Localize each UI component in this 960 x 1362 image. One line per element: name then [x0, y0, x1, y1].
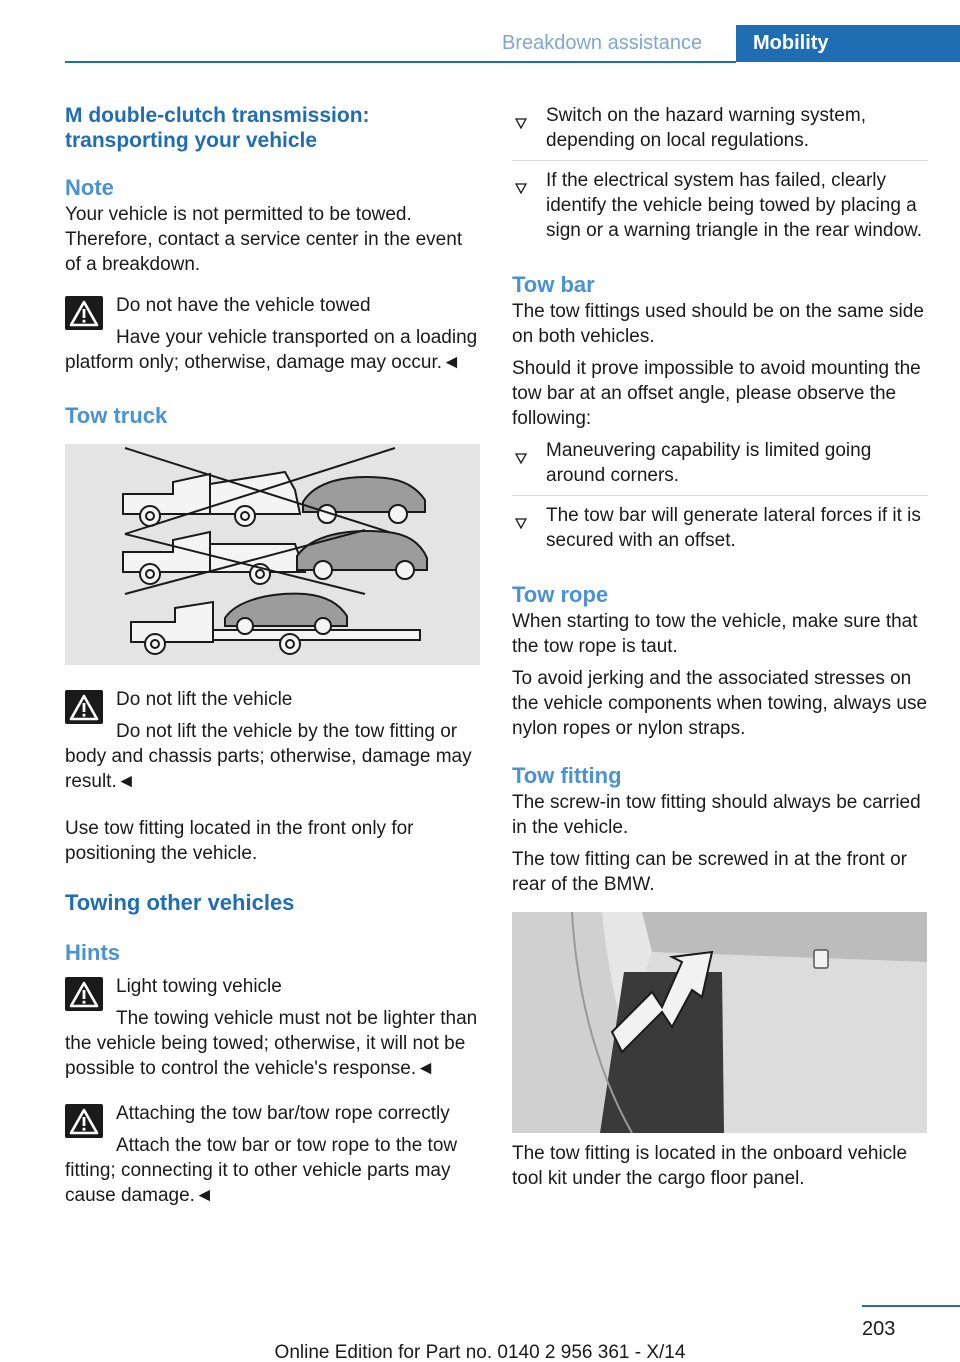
warning-block-light-vehicle — [65, 974, 481, 1081]
tow-fitting-text-1: The screw-in tow fitting should always be carried in the vehicle. — [512, 792, 921, 838]
warning-body: Attach the tow bar or tow rope to the tow fitting; connecting it to other vehicle parts may cause damage.◄ — [65, 1135, 458, 1206]
list-item-text: The tow bar will generate lateral forces if it is secured with an offset. — [546, 505, 921, 551]
header-chapter-tab: Mobility — [736, 25, 960, 62]
header-rule — [65, 61, 736, 63]
note-text: Your vehicle is not permitted to be towed. Therefore, contact a service center in the event of a breakdown. — [65, 204, 463, 275]
right-column — [512, 103, 928, 1198]
triangle-bullet-icon — [515, 176, 527, 201]
tow-fitting-heading: Tow fitting — [512, 763, 622, 788]
tow-fitting-text-3: The tow fitting is located in the onboard vehicle tool kit under the cargo floor panel. — [512, 1143, 908, 1189]
list-item — [512, 438, 928, 496]
page-header — [0, 0, 960, 62]
list-item — [512, 168, 928, 250]
warning-block-lift — [65, 687, 481, 794]
tow-fitting-front-text: Use tow fitting located in the front only for positioning the vehicle. — [65, 818, 414, 864]
triangle-bullet-icon — [515, 511, 527, 536]
header-section-title: Breakdown assistance — [502, 32, 703, 54]
left-column — [65, 103, 481, 1215]
warning-triangle-icon — [65, 296, 103, 330]
note-heading: Note — [65, 175, 114, 200]
edition-note: Online Edition for Part no. 0140 2 956 361 - X/14 — [274, 1342, 686, 1362]
triangle-bullet-icon — [515, 111, 527, 136]
warning-body: The towing vehicle must not be lighter than the vehicle being towed; otherwise, it will not be possible to control the vehicle's response.◄ — [65, 1008, 478, 1079]
warning-block-towed — [65, 293, 481, 375]
tow-rope-text-1: When starting to tow the vehicle, make sure that the tow rope is taut. — [512, 611, 918, 657]
list-item-text: If the electrical system has failed, clearly identify the vehicle being towed by placing a sign or a warning triangle in the rear window. — [546, 170, 922, 241]
tow-rope-text-2: To avoid jerking and the associated stresses on the vehicle components when towing, always use nylon ropes or nylon straps. — [512, 668, 928, 739]
warning-title: Do not have the vehicle towed — [116, 295, 371, 316]
tow-fitting-text-2: The tow fitting can be screwed in at the front or rear of the BMW. — [512, 849, 907, 895]
list-item — [512, 503, 928, 560]
warning-title: Light towing vehicle — [116, 976, 282, 997]
bullet-list-hazard — [512, 103, 928, 250]
cargo-area-photo — [512, 912, 927, 1133]
list-item — [512, 103, 928, 161]
towing-other-vehicles-heading: Towing other vehicles — [65, 890, 295, 915]
tow-bar-heading: Tow bar — [512, 272, 595, 297]
warning-title: Attaching the tow bar/tow rope correctly — [116, 1103, 450, 1124]
warning-block-attaching — [65, 1101, 481, 1208]
tow-truck-heading: Tow truck — [65, 403, 168, 428]
warning-triangle-icon — [65, 977, 103, 1011]
bullet-list-tow-bar — [512, 438, 928, 560]
tow-truck-illustration — [65, 444, 480, 665]
triangle-bullet-icon — [515, 446, 527, 471]
list-item-text: Switch on the hazard warning system, depending on local regulations. — [546, 105, 866, 151]
warning-triangle-icon — [65, 1104, 103, 1138]
warning-body: Have your vehicle transported on a loading platform only; otherwise, damage may occur.◄ — [65, 327, 478, 373]
page-footer — [0, 1290, 960, 1362]
warning-triangle-icon — [65, 690, 103, 724]
tow-bar-text-1: The tow fittings used should be on the same side on both vehicles. — [512, 301, 924, 347]
tow-bar-text-2: Should it prove impossible to avoid mounting the tow bar at an offset angle, please observe the following: — [512, 358, 921, 429]
tow-rope-heading: Tow rope — [512, 582, 609, 607]
footer-rule — [862, 1305, 960, 1307]
hints-heading: Hints — [65, 940, 120, 965]
page-number: 203 — [862, 1318, 896, 1340]
warning-title: Do not lift the vehicle — [116, 689, 293, 710]
warning-body: Do not lift the vehicle by the tow fitting or body and chassis parts; otherwise, damage may result.◄ — [65, 721, 472, 792]
list-item-text: Maneuvering capability is limited going around corners. — [546, 440, 872, 486]
section-title: M double-clutch transmission: transporting your vehicle — [65, 104, 370, 152]
